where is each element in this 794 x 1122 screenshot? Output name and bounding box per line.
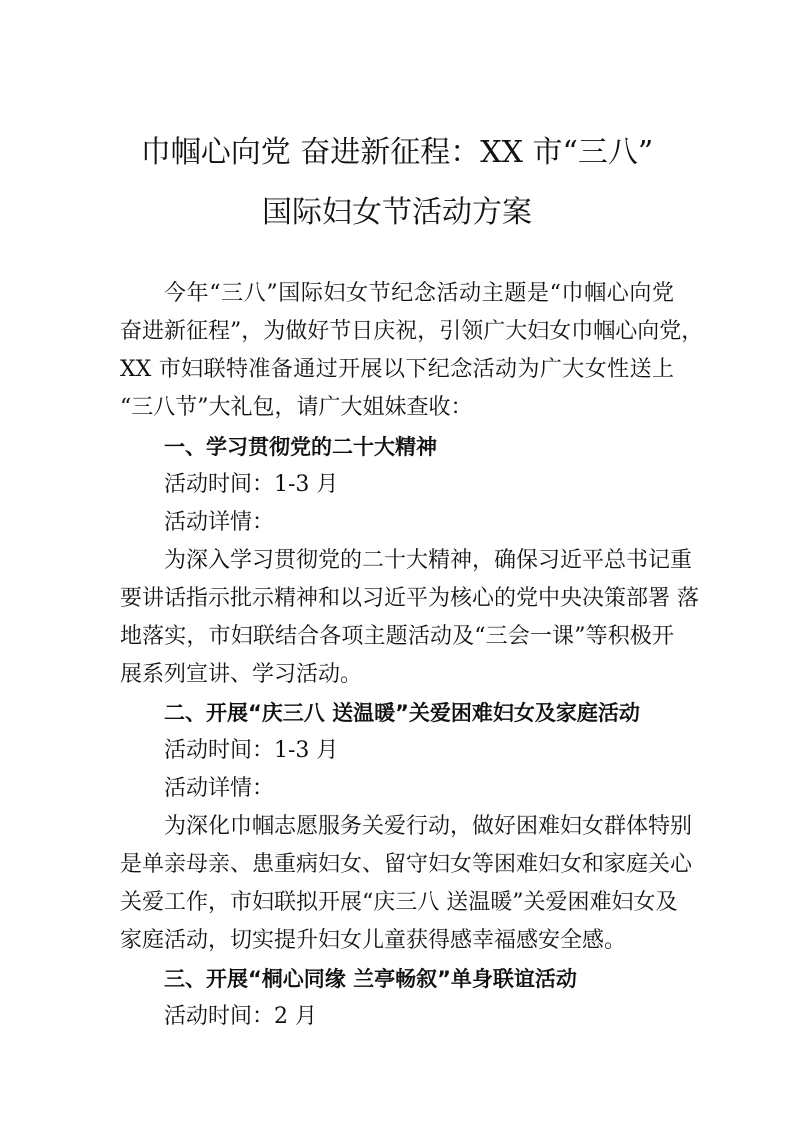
intro-paragraph-line: “三八节”大礼包，请广大姐妹查收： [120,395,473,420]
activity-details-label-1: 活动详情： [164,510,275,535]
section-heading-3: 三、开展“桐心同缘 兰亭畅叙”单身联谊活动 [164,967,577,991]
document-title-line-1: 巾帼心向党 奋进新征程：XX 市“三八” [140,135,654,170]
section-2-paragraph-line: 家庭活动，切实提升妇女儿童获得感幸福感安全感。 [120,928,627,953]
section-1-paragraph-line: 展系列宣讲、学习活动。 [120,662,363,687]
section-heading-2: 二、开展“庆三八 送温暖”关爱困难妇女及家庭活动 [164,701,640,725]
section-2-paragraph-line: 关爱工作，市妇联拟开展“庆三八 送温暖”关爱困难妇女及 [120,890,678,915]
activity-details-label-2: 活动详情： [164,776,275,801]
intro-paragraph-line: 今年“三八”国际妇女节纪念活动主题是“巾帼心向党 [164,281,674,306]
intro-paragraph-line: 奋进新征程”，为做好节日庆祝，引领广大妇女巾帼心向党， [120,319,704,344]
document-title-line-2: 国际妇女节活动方案 [262,195,532,230]
activity-time-3: 活动时间：2 月 [164,1004,317,1029]
section-2-paragraph-line: 是单亲母亲、患重病妇女、留守妇女等困难妇女和家庭关心 [120,852,693,877]
activity-time-1: 活动时间：1-3 月 [164,472,339,497]
section-1-paragraph-line: 地落实，市妇联结合各项主题活动及“三会一课”等积极开 [120,624,674,649]
section-1-paragraph-line: 要讲话指示批示精神和以习近平为核心的党中央决策部署 落 [120,586,699,611]
intro-paragraph-line: XX 市妇联特准备通过开展以下纪念活动为广大女性送上 [120,357,674,382]
section-1-paragraph-line: 为深入学习贯彻党的二十大精神，确保习近平总书记重 [164,548,693,573]
activity-time-2: 活动时间：1-3 月 [164,738,339,763]
section-2-paragraph-line: 为深化巾帼志愿服务关爱行动，做好困难妇女群体特别 [164,814,693,839]
section-heading-1: 一、学习贯彻党的二十大精神 [164,435,437,459]
